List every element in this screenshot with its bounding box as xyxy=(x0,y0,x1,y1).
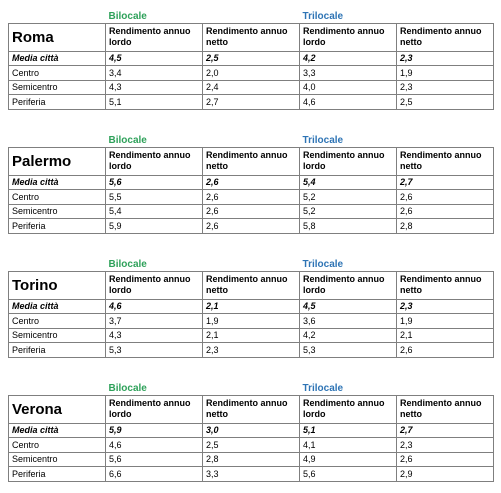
row-label: Centro xyxy=(9,190,106,205)
yield-value: 5,8 xyxy=(300,219,397,234)
zone-row xyxy=(9,95,494,110)
row-label: Centro xyxy=(9,438,106,453)
net-yield-header: Rendimento annuo netto xyxy=(203,147,300,175)
yield-value: 5,1 xyxy=(300,423,397,438)
city-table-roma xyxy=(8,10,494,110)
yield-value: 2,6 xyxy=(397,204,494,219)
zone-row xyxy=(9,66,494,81)
row-label: Periferia xyxy=(9,219,106,234)
city-name: Verona xyxy=(9,395,106,423)
row-label: Semicentro xyxy=(9,80,106,95)
column-header-row xyxy=(9,23,494,51)
yield-value: 2,3 xyxy=(397,299,494,314)
row-label: Semicentro xyxy=(9,452,106,467)
yield-value: 4,1 xyxy=(300,438,397,453)
row-label: Centro xyxy=(9,66,106,81)
yield-value: 5,2 xyxy=(300,204,397,219)
net-yield-header: Rendimento annuo netto xyxy=(397,271,494,299)
zone-row xyxy=(9,80,494,95)
yield-value: 5,9 xyxy=(106,219,203,234)
yield-value: 4,2 xyxy=(300,328,397,343)
yield-value: 2,6 xyxy=(397,190,494,205)
column-header-row xyxy=(9,147,494,175)
yield-value: 4,6 xyxy=(300,95,397,110)
zone-row xyxy=(9,204,494,219)
city-name: Torino xyxy=(9,271,106,299)
gross-yield-header: Rendimento annuo lordo xyxy=(106,23,203,51)
blank-cell xyxy=(9,258,106,271)
yield-value: 2,8 xyxy=(397,219,494,234)
yield-value: 5,3 xyxy=(106,343,203,358)
row-label: Media città xyxy=(9,299,106,314)
city-name: Roma xyxy=(9,23,106,51)
yield-value: 2,9 xyxy=(397,467,494,482)
yield-value: 5,6 xyxy=(106,452,203,467)
trilocale-label: Trilocale xyxy=(300,382,494,395)
yield-value: 4,3 xyxy=(106,328,203,343)
net-yield-header: Rendimento annuo netto xyxy=(397,395,494,423)
gross-yield-header: Rendimento annuo lordo xyxy=(106,147,203,175)
yield-value: 4,3 xyxy=(106,80,203,95)
yield-value: 2,5 xyxy=(397,95,494,110)
yield-value: 4,6 xyxy=(106,438,203,453)
row-label: Media città xyxy=(9,423,106,438)
yield-value: 2,1 xyxy=(203,299,300,314)
city-average-row xyxy=(9,175,494,190)
type-header-row xyxy=(9,134,494,147)
city-table-palermo xyxy=(8,134,494,234)
gross-yield-header: Rendimento annuo lordo xyxy=(106,395,203,423)
type-header-row xyxy=(9,382,494,395)
yield-value: 2,4 xyxy=(203,80,300,95)
row-label: Semicentro xyxy=(9,328,106,343)
bilocale-label: Bilocale xyxy=(106,10,300,23)
gross-yield-header: Rendimento annuo lordo xyxy=(300,395,397,423)
zone-row xyxy=(9,314,494,329)
net-yield-header: Rendimento annuo netto xyxy=(397,23,494,51)
yield-value: 6,6 xyxy=(106,467,203,482)
yield-value: 4,5 xyxy=(300,299,397,314)
yield-value: 2,5 xyxy=(203,51,300,66)
row-label: Semicentro xyxy=(9,204,106,219)
yield-value: 2,6 xyxy=(397,452,494,467)
yield-value: 1,9 xyxy=(397,66,494,81)
yield-value: 5,4 xyxy=(106,204,203,219)
yield-value: 2,6 xyxy=(203,175,300,190)
blank-cell xyxy=(9,134,106,147)
row-label: Periferia xyxy=(9,343,106,358)
bilocale-label: Bilocale xyxy=(106,382,300,395)
yield-value: 3,3 xyxy=(203,467,300,482)
yield-value: 5,4 xyxy=(300,175,397,190)
zone-row xyxy=(9,328,494,343)
yield-value: 4,2 xyxy=(300,51,397,66)
yield-value: 4,9 xyxy=(300,452,397,467)
zone-row xyxy=(9,452,494,467)
yield-value: 5,9 xyxy=(106,423,203,438)
yield-value: 2,7 xyxy=(397,423,494,438)
yield-value: 3,6 xyxy=(300,314,397,329)
net-yield-header: Rendimento annuo netto xyxy=(397,147,494,175)
yield-value: 5,3 xyxy=(300,343,397,358)
type-header-row xyxy=(9,10,494,23)
trilocale-label: Trilocale xyxy=(300,258,494,271)
yield-value: 2,6 xyxy=(203,219,300,234)
zone-row xyxy=(9,343,494,358)
gross-yield-header: Rendimento annuo lordo xyxy=(300,23,397,51)
yield-value: 2,0 xyxy=(203,66,300,81)
yield-value: 2,7 xyxy=(203,95,300,110)
city-name: Palermo xyxy=(9,147,106,175)
yield-value: 3,0 xyxy=(203,423,300,438)
yield-value: 2,1 xyxy=(203,328,300,343)
yield-value: 5,2 xyxy=(300,190,397,205)
yield-value: 2,6 xyxy=(397,343,494,358)
yield-value: 2,6 xyxy=(203,204,300,219)
blank-cell xyxy=(9,10,106,23)
zone-row xyxy=(9,219,494,234)
yield-value: 2,6 xyxy=(203,190,300,205)
row-label: Media città xyxy=(9,51,106,66)
gross-yield-header: Rendimento annuo lordo xyxy=(300,147,397,175)
blank-cell xyxy=(9,382,106,395)
net-yield-header: Rendimento annuo netto xyxy=(203,271,300,299)
net-yield-header: Rendimento annuo netto xyxy=(203,23,300,51)
yield-value: 3,4 xyxy=(106,66,203,81)
yield-value: 2,3 xyxy=(203,343,300,358)
city-average-row xyxy=(9,423,494,438)
yield-value: 4,6 xyxy=(106,299,203,314)
yield-value: 2,5 xyxy=(203,438,300,453)
row-label: Periferia xyxy=(9,467,106,482)
yield-value: 5,6 xyxy=(300,467,397,482)
yield-value: 5,6 xyxy=(106,175,203,190)
bilocale-label: Bilocale xyxy=(106,258,300,271)
yield-value: 5,1 xyxy=(106,95,203,110)
yield-value: 4,5 xyxy=(106,51,203,66)
trilocale-label: Trilocale xyxy=(300,134,494,147)
net-yield-header: Rendimento annuo netto xyxy=(203,395,300,423)
bilocale-label: Bilocale xyxy=(106,134,300,147)
yield-value: 2,8 xyxy=(203,452,300,467)
type-header-row xyxy=(9,258,494,271)
yield-value: 3,3 xyxy=(300,66,397,81)
city-average-row xyxy=(9,51,494,66)
zone-row xyxy=(9,467,494,482)
column-header-row xyxy=(9,271,494,299)
yield-value: 1,9 xyxy=(203,314,300,329)
gross-yield-header: Rendimento annuo lordo xyxy=(106,271,203,299)
yield-value: 2,3 xyxy=(397,438,494,453)
yield-value: 5,5 xyxy=(106,190,203,205)
city-table-torino xyxy=(8,258,494,358)
yield-value: 4,0 xyxy=(300,80,397,95)
row-label: Centro xyxy=(9,314,106,329)
yield-value: 2,3 xyxy=(397,80,494,95)
yield-value: 2,1 xyxy=(397,328,494,343)
zone-row xyxy=(9,190,494,205)
zone-row xyxy=(9,438,494,453)
city-average-row xyxy=(9,299,494,314)
yield-value: 1,9 xyxy=(397,314,494,329)
trilocale-label: Trilocale xyxy=(300,10,494,23)
yield-value: 3,7 xyxy=(106,314,203,329)
yield-value: 2,3 xyxy=(397,51,494,66)
row-label: Media città xyxy=(9,175,106,190)
gross-yield-header: Rendimento annuo lordo xyxy=(300,271,397,299)
column-header-row xyxy=(9,395,494,423)
city-table-verona xyxy=(8,382,494,482)
yield-value: 2,7 xyxy=(397,175,494,190)
row-label: Periferia xyxy=(9,95,106,110)
